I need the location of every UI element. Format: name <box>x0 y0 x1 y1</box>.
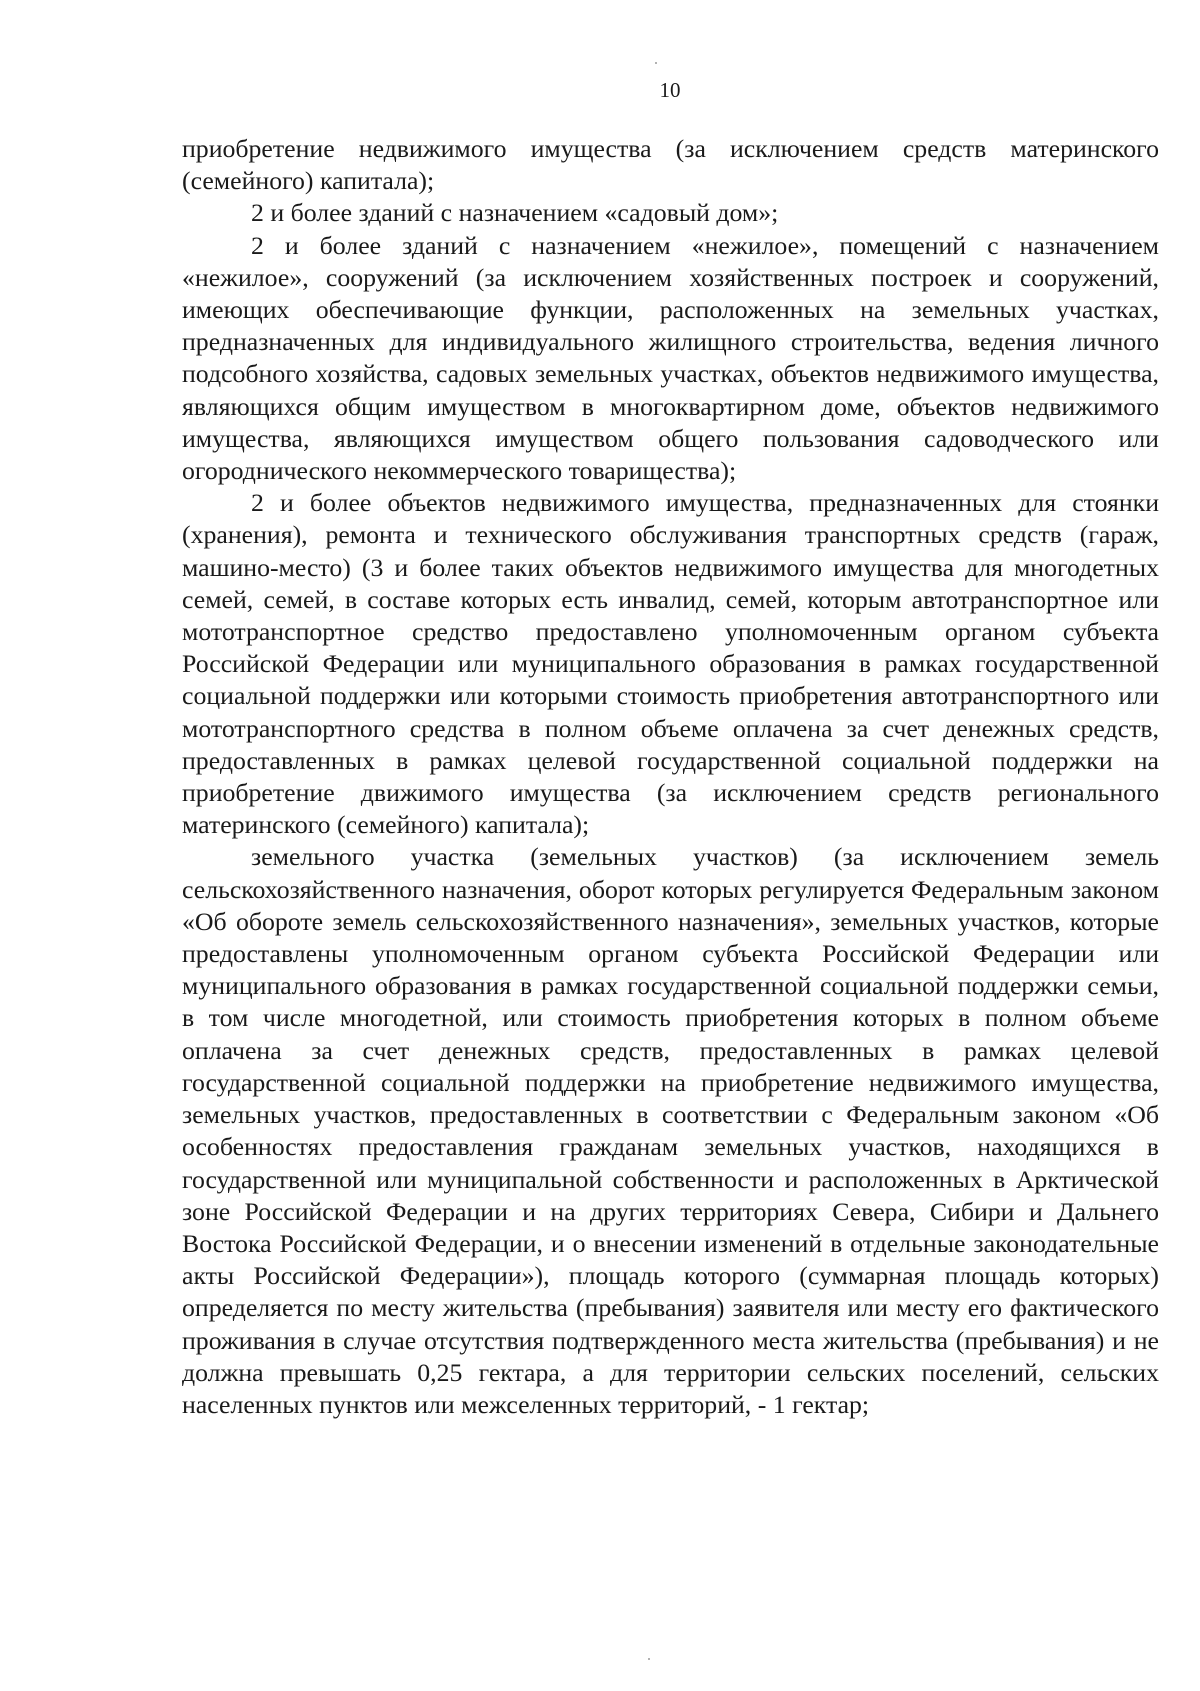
paragraph: приобретение недвижимого имущества (за исключением средств материнского (семейного) капитала); <box>182 134 1159 196</box>
scan-speck <box>648 1658 650 1660</box>
paragraph: земельного участка (земельных участков) (за исключением земель сельскохозяйственного назначения, оборот которых регулируется Федеральным законом «Об обороте земель сельскохозяйственного назначения», земельных участков, которые предоставлены уполномоченным органом субъекта Российской Федерации или муниципального образования в рамках государственной социальной поддержки семьи, в том числе многодетной, или стоимость приобретения которых в полном объеме оплачена за счет денежных средств, предоставленных в рамках целевой государственной социальной поддержки на приобретение недвижимого имущества, земельных участков, предоставленных в соответствии с Федеральным законом «Об особенностях предоставления гражданам земельных участков, находящихся в государственной или муниципальной собственности и расположенных в Арктической зоне Российской Федерации и на других территориях Севера, Сибири и Дальнего Востока Российской Федерации, и о внесении изменений в отдельные законодательные акты Российской Федерации»), площадь которого (суммарная площадь которых) определяется по месту жительства (пребывания) заявителя или месту его фактического проживания в случае отсутствия подтвержденного места жительства (пребывания) и не должна превышать 0,25 гектара, а для территории сельских поселений, сельских населенных пунктов или межселенных территорий, - 1 гектар; <box>182 842 1159 1419</box>
page-number: 10 <box>659 78 681 102</box>
document-body <box>182 133 1159 1421</box>
paragraph: 2 и более зданий с назначением «нежилое», помещений с назначением «нежилое», сооружений (за исключением хозяйственных построек и сооружений, имеющих обеспечивающие функции, расположенных на земельных участках, предназначенных для индивидуального жилищного строительства, ведения личного подсобного хозяйства, садовых земельных участках, объектов недвижимого имущества, являющихся общим имуществом в многоквартирном доме, объектов недвижимого имущества, являющихся имуществом общего пользования садоводческого или огороднического некоммерческого товарищества); <box>182 230 1159 486</box>
paragraph: 2 и более объектов недвижимого имущества, предназначенных для стоянки (хранения), ремонта и технического обслуживания транспортных средств (гараж, машино-место) (3 и более таких объектов недвижимого имущества для многодетных семей, семей, в составе которых есть инвалид, семей, которым автотранспортное или мототранспортное средство предоставлено уполномоченным органом субъекта Российской Федерации или муниципального образования в рамках государственной социальной поддержки или которыми стоимость приобретения автотранспортного или мототранспортного средства в полном объеме оплачена за счет денежных средств, предоставленных в рамках целевой государственной социальной поддержки на приобретение движимого имущества (за исключением средств регионального материнского (семейного) капитала); <box>182 488 1159 840</box>
scan-speck <box>655 62 657 64</box>
paragraph: 2 и более зданий с назначением «садовый дом»; <box>251 198 779 228</box>
